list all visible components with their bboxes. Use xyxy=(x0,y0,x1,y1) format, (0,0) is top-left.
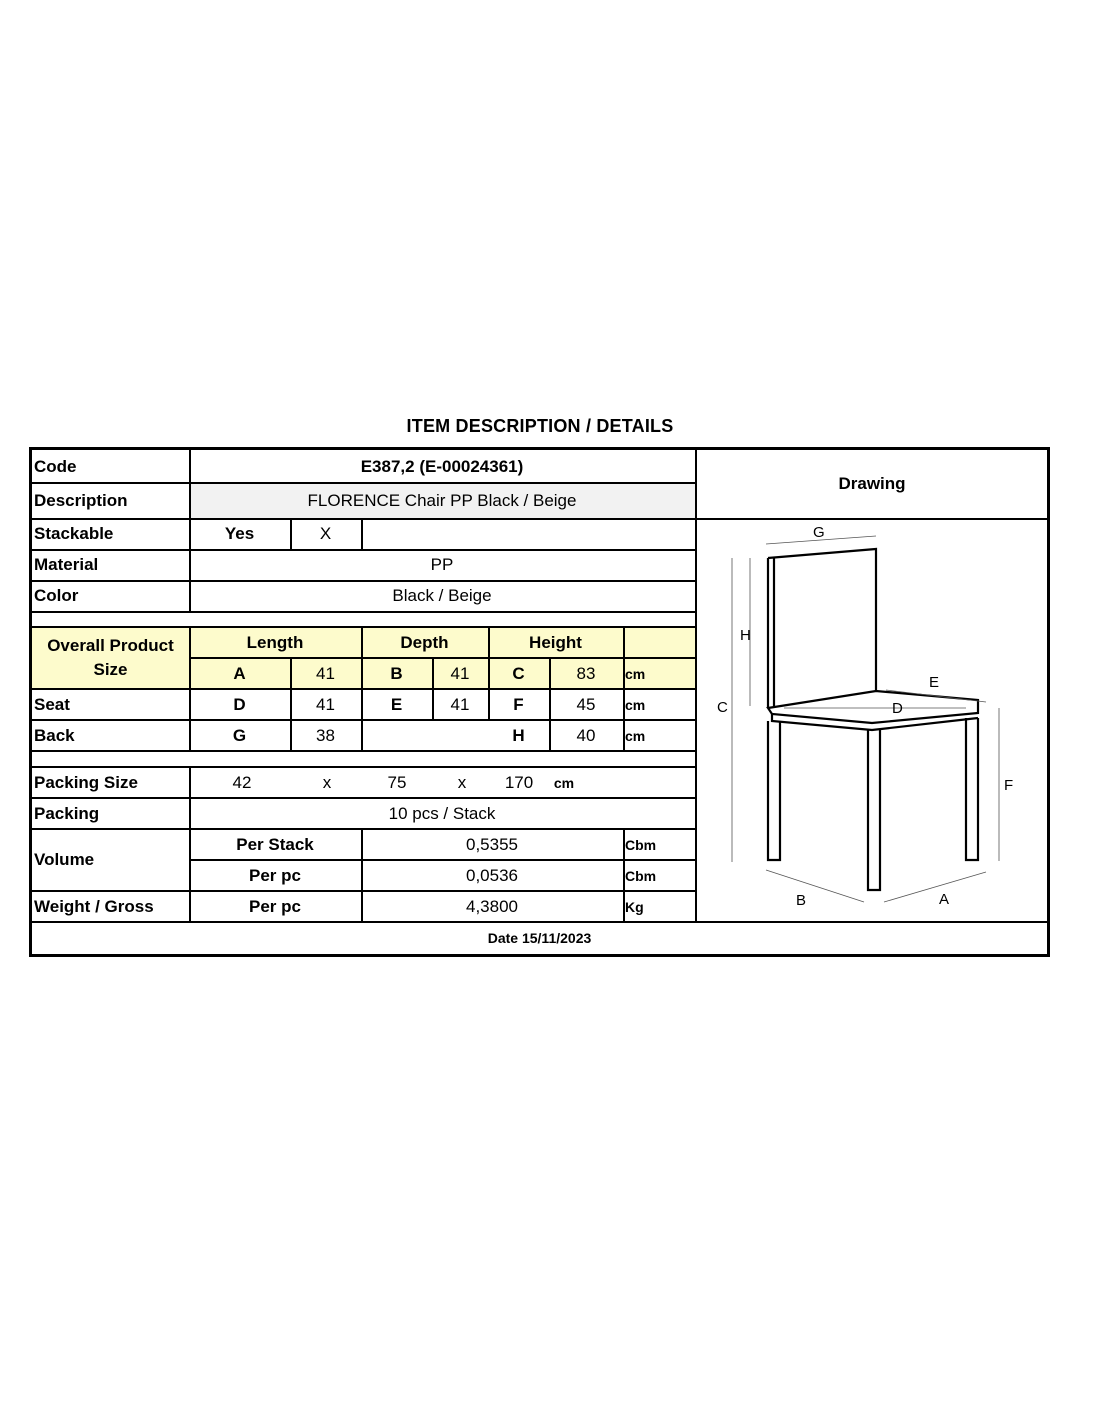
packing-height: 170 xyxy=(504,772,534,792)
dim-c-letter: C xyxy=(512,663,525,683)
stackable-label: Stackable xyxy=(34,524,114,543)
drawing-header: Drawing xyxy=(838,474,906,493)
packing-label: Packing xyxy=(34,803,100,823)
color-value: Black / Beige xyxy=(392,586,492,605)
volume-per-pc-unit: Cbm xyxy=(625,867,657,884)
dim-a-value: 41 xyxy=(316,663,335,683)
volume-per-stack-unit: Cbm xyxy=(625,836,657,853)
packing-size-label: Packing Size xyxy=(34,772,138,792)
length-header: Length xyxy=(246,632,304,652)
dim-e-value: 41 xyxy=(450,694,470,714)
chair-dimension-drawing xyxy=(696,518,1050,922)
date-footer: Date 15/11/2023 xyxy=(487,930,592,946)
depth-header: Depth xyxy=(400,632,449,652)
packing-value: 10 pcs / Stack xyxy=(388,803,496,823)
weight-unit: Kg xyxy=(625,898,644,915)
dim-f-letter: F xyxy=(513,694,524,714)
dim-c-value: 83 xyxy=(576,663,596,683)
packing-width: 42 xyxy=(232,772,252,792)
drawing-label-h: H xyxy=(740,627,751,644)
weight-label: Weight / Gross xyxy=(34,896,154,916)
material-label: Material xyxy=(34,555,99,574)
dim-f-value: 45 xyxy=(576,694,596,714)
material-value: PP xyxy=(430,555,454,574)
packing-size-unit: cm xyxy=(553,774,575,791)
volume-per-stack-value: 0,5355 xyxy=(466,834,518,854)
dim-d-value: 41 xyxy=(316,694,335,714)
overall-unit: cm xyxy=(625,665,646,682)
back-unit: cm xyxy=(625,727,646,744)
stackable-mark: X xyxy=(319,524,332,543)
dim-a-letter: A xyxy=(233,663,246,683)
overall-size-label: Overall Product Size xyxy=(47,636,174,679)
dim-h-value: 40 xyxy=(576,725,596,745)
back-label: Back xyxy=(34,725,75,745)
stackable-yes: Yes xyxy=(224,524,255,543)
color-label: Color xyxy=(34,586,79,605)
drawing-label-a: A xyxy=(939,891,950,908)
dim-h-letter: H xyxy=(512,725,525,745)
seat-label: Seat xyxy=(34,694,70,714)
volume-per-stack-label: Per Stack xyxy=(236,834,314,854)
weight-value: 4,3800 xyxy=(466,896,518,916)
drawing-label-c: C xyxy=(717,699,728,716)
code-label: Code xyxy=(34,456,77,476)
packing-x1: x xyxy=(322,772,332,792)
volume-per-pc-label: Per pc xyxy=(249,865,301,885)
packing-depth: 75 xyxy=(387,772,407,792)
dim-d-letter: D xyxy=(233,694,246,714)
document-title: ITEM DESCRIPTION / DETAILS xyxy=(406,416,674,436)
dim-b-value: 41 xyxy=(450,663,470,683)
code-value: E387,2 (E-00024361) xyxy=(360,456,524,476)
dim-g-letter: G xyxy=(232,725,247,745)
dim-e-letter: E xyxy=(390,694,403,714)
height-header: Height xyxy=(529,632,582,652)
item-details-sheet xyxy=(29,447,1050,957)
volume-label: Volume xyxy=(34,850,95,869)
packing-x2: x xyxy=(457,772,467,792)
drawing-label-e: E xyxy=(929,674,940,691)
dim-b-letter: B xyxy=(390,663,403,683)
weight-per-pc-label: Per pc xyxy=(249,896,301,916)
volume-per-pc-value: 0,0536 xyxy=(466,865,518,885)
drawing-label-g: G xyxy=(813,524,825,541)
dim-g-value: 38 xyxy=(316,725,335,745)
description-label: Description xyxy=(34,491,128,510)
seat-unit: cm xyxy=(625,696,646,713)
drawing-label-f: F xyxy=(1004,777,1014,794)
drawing-label-b: B xyxy=(796,892,807,909)
drawing-label-d: D xyxy=(892,700,903,717)
description-value: FLORENCE Chair PP Black / Beige xyxy=(307,491,577,510)
